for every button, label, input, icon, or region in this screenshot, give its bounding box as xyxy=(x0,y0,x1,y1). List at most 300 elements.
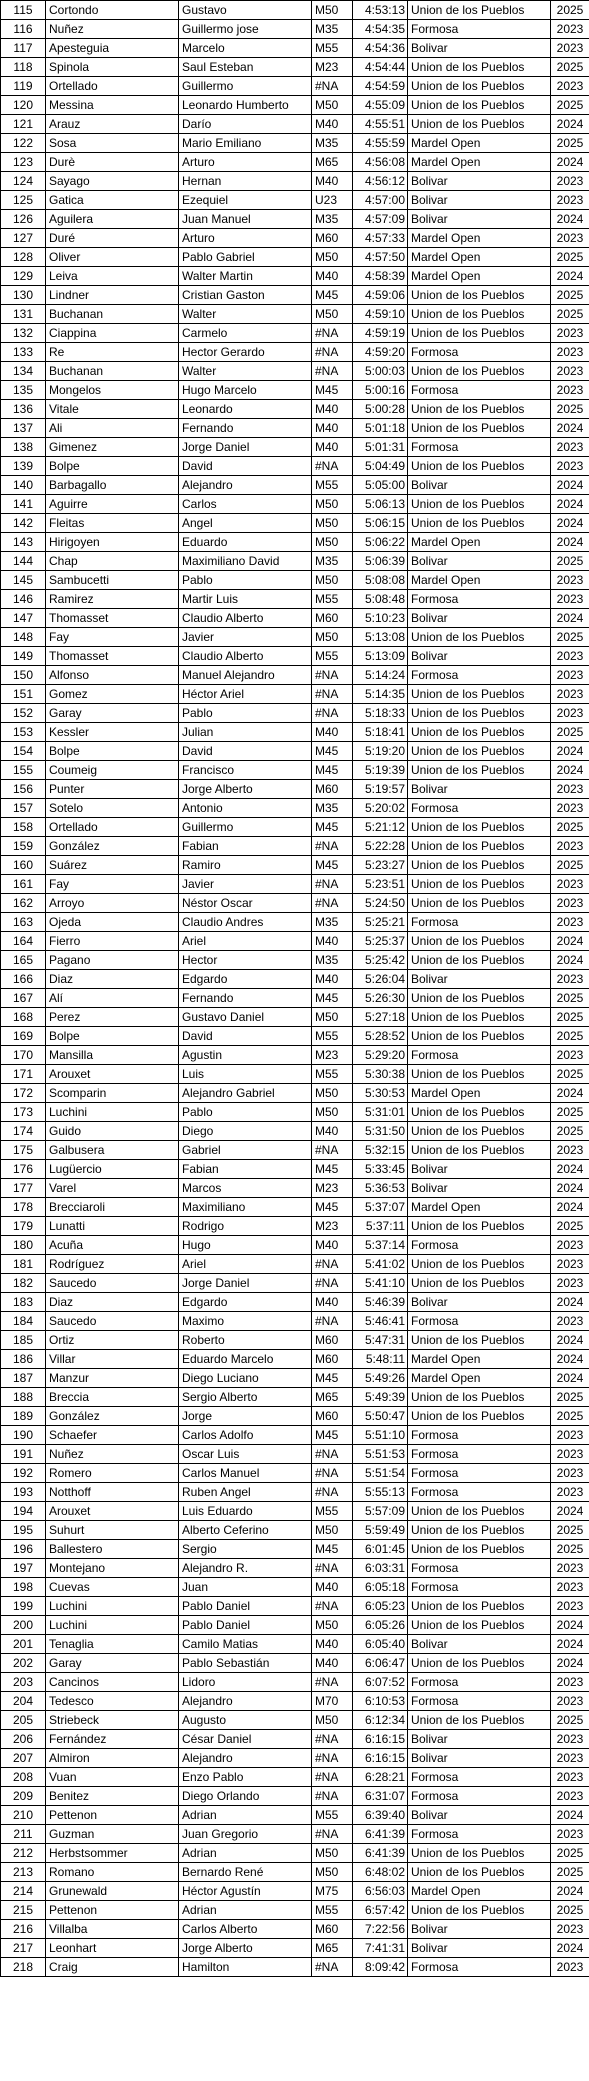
category-cell[interactable]: M40 xyxy=(312,932,353,951)
club-cell[interactable]: Bolivar xyxy=(408,1179,551,1198)
club-cell[interactable]: Formosa xyxy=(408,1445,551,1464)
first-name-cell[interactable]: Juan Gregorio xyxy=(179,1825,312,1844)
first-name-cell[interactable]: Fabian xyxy=(179,837,312,856)
year-cell[interactable]: 2023 xyxy=(551,590,589,609)
position-cell[interactable]: 163 xyxy=(1,913,46,932)
first-name-cell[interactable]: Guillermo jose xyxy=(179,20,312,39)
year-cell[interactable]: 2025 xyxy=(551,286,589,305)
club-cell[interactable]: Union de los Pueblos xyxy=(408,115,551,134)
last-name-cell[interactable]: Fay xyxy=(46,875,179,894)
last-name-cell[interactable]: Perez xyxy=(46,1008,179,1027)
last-name-cell[interactable]: Fleitas xyxy=(46,514,179,533)
last-name-cell[interactable]: Gomez xyxy=(46,685,179,704)
club-cell[interactable]: Formosa xyxy=(408,381,551,400)
first-name-cell[interactable]: Julian xyxy=(179,723,312,742)
first-name-cell[interactable]: Eduardo Marcelo xyxy=(179,1350,312,1369)
club-cell[interactable]: Union de los Pueblos xyxy=(408,875,551,894)
first-name-cell[interactable]: Maximiliano David xyxy=(179,552,312,571)
time-cell[interactable]: 5:22:28 xyxy=(353,837,408,856)
position-cell[interactable]: 176 xyxy=(1,1160,46,1179)
club-cell[interactable]: Bolivar xyxy=(408,609,551,628)
club-cell[interactable]: Formosa xyxy=(408,1787,551,1806)
time-cell[interactable]: 4:55:09 xyxy=(353,96,408,115)
category-cell[interactable]: #NA xyxy=(312,666,353,685)
first-name-cell[interactable]: Diego xyxy=(179,1122,312,1141)
category-cell[interactable]: #NA xyxy=(312,1559,353,1578)
year-cell[interactable]: 2024 xyxy=(551,533,589,552)
year-cell[interactable]: 2023 xyxy=(551,970,589,989)
first-name-cell[interactable]: Pablo xyxy=(179,571,312,590)
time-cell[interactable]: 6:12:34 xyxy=(353,1711,408,1730)
last-name-cell[interactable]: Garay xyxy=(46,1654,179,1673)
time-cell[interactable]: 5:37:07 xyxy=(353,1198,408,1217)
category-cell[interactable]: #NA xyxy=(312,1141,353,1160)
first-name-cell[interactable]: Alberto Ceferino xyxy=(179,1521,312,1540)
last-name-cell[interactable]: Lugüercio xyxy=(46,1160,179,1179)
year-cell[interactable]: 2023 xyxy=(551,1483,589,1502)
position-cell[interactable]: 138 xyxy=(1,438,46,457)
year-cell[interactable]: 2023 xyxy=(551,1787,589,1806)
last-name-cell[interactable]: Suárez xyxy=(46,856,179,875)
category-cell[interactable]: M23 xyxy=(312,1217,353,1236)
year-cell[interactable]: 2024 xyxy=(551,1084,589,1103)
year-cell[interactable]: 2023 xyxy=(551,913,589,932)
first-name-cell[interactable]: Ramiro xyxy=(179,856,312,875)
time-cell[interactable]: 8:09:42 xyxy=(353,1958,408,1977)
last-name-cell[interactable]: Diaz xyxy=(46,970,179,989)
category-cell[interactable]: #NA xyxy=(312,1787,353,1806)
time-cell[interactable]: 6:05:23 xyxy=(353,1597,408,1616)
year-cell[interactable]: 2025 xyxy=(551,1,589,20)
year-cell[interactable]: 2023 xyxy=(551,1046,589,1065)
club-cell[interactable]: Union de los Pueblos xyxy=(408,818,551,837)
time-cell[interactable]: 6:57:42 xyxy=(353,1901,408,1920)
club-cell[interactable]: Union de los Pueblos xyxy=(408,1122,551,1141)
year-cell[interactable]: 2025 xyxy=(551,1407,589,1426)
category-cell[interactable]: #NA xyxy=(312,1483,353,1502)
last-name-cell[interactable]: Ojeda xyxy=(46,913,179,932)
club-cell[interactable]: Mardel Open xyxy=(408,1882,551,1901)
first-name-cell[interactable]: Oscar Luis xyxy=(179,1445,312,1464)
position-cell[interactable]: 213 xyxy=(1,1863,46,1882)
year-cell[interactable]: 2025 xyxy=(551,1103,589,1122)
position-cell[interactable]: 141 xyxy=(1,495,46,514)
time-cell[interactable]: 5:19:57 xyxy=(353,780,408,799)
last-name-cell[interactable]: Aguirre xyxy=(46,495,179,514)
position-cell[interactable]: 199 xyxy=(1,1597,46,1616)
position-cell[interactable]: 156 xyxy=(1,780,46,799)
position-cell[interactable]: 129 xyxy=(1,267,46,286)
club-cell[interactable]: Formosa xyxy=(408,1578,551,1597)
position-cell[interactable]: 122 xyxy=(1,134,46,153)
category-cell[interactable]: M50 xyxy=(312,248,353,267)
time-cell[interactable]: 6:16:15 xyxy=(353,1730,408,1749)
first-name-cell[interactable]: Camilo Matias xyxy=(179,1635,312,1654)
category-cell[interactable]: M65 xyxy=(312,153,353,172)
club-cell[interactable]: Bolivar xyxy=(408,1806,551,1825)
position-cell[interactable]: 144 xyxy=(1,552,46,571)
position-cell[interactable]: 198 xyxy=(1,1578,46,1597)
position-cell[interactable]: 217 xyxy=(1,1939,46,1958)
time-cell[interactable]: 5:06:22 xyxy=(353,533,408,552)
year-cell[interactable]: 2024 xyxy=(551,495,589,514)
time-cell[interactable]: 5:08:08 xyxy=(353,571,408,590)
position-cell[interactable]: 197 xyxy=(1,1559,46,1578)
last-name-cell[interactable]: Arroyo xyxy=(46,894,179,913)
time-cell[interactable]: 5:19:39 xyxy=(353,761,408,780)
year-cell[interactable]: 2024 xyxy=(551,1616,589,1635)
category-cell[interactable]: #NA xyxy=(312,1274,353,1293)
club-cell[interactable]: Mardel Open xyxy=(408,134,551,153)
category-cell[interactable]: #NA xyxy=(312,1464,353,1483)
category-cell[interactable]: M35 xyxy=(312,552,353,571)
time-cell[interactable]: 5:19:20 xyxy=(353,742,408,761)
category-cell[interactable]: #NA xyxy=(312,343,353,362)
last-name-cell[interactable]: Cancinos xyxy=(46,1673,179,1692)
first-name-cell[interactable]: Luis Eduardo xyxy=(179,1502,312,1521)
year-cell[interactable]: 2023 xyxy=(551,343,589,362)
first-name-cell[interactable]: Diego Luciano xyxy=(179,1369,312,1388)
year-cell[interactable]: 2024 xyxy=(551,1293,589,1312)
club-cell[interactable]: Union de los Pueblos xyxy=(408,932,551,951)
last-name-cell[interactable]: Breccia xyxy=(46,1388,179,1407)
club-cell[interactable]: Bolivar xyxy=(408,1749,551,1768)
last-name-cell[interactable]: Hirigoyen xyxy=(46,533,179,552)
club-cell[interactable]: Formosa xyxy=(408,1958,551,1977)
year-cell[interactable]: 2023 xyxy=(551,191,589,210)
last-name-cell[interactable]: Durè xyxy=(46,153,179,172)
time-cell[interactable]: 5:51:10 xyxy=(353,1426,408,1445)
last-name-cell[interactable]: Nuñez xyxy=(46,1445,179,1464)
category-cell[interactable]: #NA xyxy=(312,1768,353,1787)
last-name-cell[interactable]: Pettenon xyxy=(46,1806,179,1825)
club-cell[interactable]: Union de los Pueblos xyxy=(408,1008,551,1027)
last-name-cell[interactable]: Chap xyxy=(46,552,179,571)
first-name-cell[interactable]: Edgardo xyxy=(179,970,312,989)
club-cell[interactable]: Formosa xyxy=(408,666,551,685)
position-cell[interactable]: 115 xyxy=(1,1,46,20)
position-cell[interactable]: 218 xyxy=(1,1958,46,1977)
last-name-cell[interactable]: Barbagallo xyxy=(46,476,179,495)
last-name-cell[interactable]: Mongelos xyxy=(46,381,179,400)
last-name-cell[interactable]: Craig xyxy=(46,1958,179,1977)
position-cell[interactable]: 153 xyxy=(1,723,46,742)
last-name-cell[interactable]: Suhurt xyxy=(46,1521,179,1540)
year-cell[interactable]: 2023 xyxy=(551,1578,589,1597)
category-cell[interactable]: M35 xyxy=(312,134,353,153)
last-name-cell[interactable]: Guzman xyxy=(46,1825,179,1844)
year-cell[interactable]: 2023 xyxy=(551,1312,589,1331)
position-cell[interactable]: 161 xyxy=(1,875,46,894)
last-name-cell[interactable]: Lindner xyxy=(46,286,179,305)
year-cell[interactable]: 2024 xyxy=(551,514,589,533)
category-cell[interactable]: M35 xyxy=(312,799,353,818)
first-name-cell[interactable]: Ruben Angel xyxy=(179,1483,312,1502)
club-cell[interactable]: Union de los Pueblos xyxy=(408,362,551,381)
year-cell[interactable]: 2023 xyxy=(551,875,589,894)
category-cell[interactable]: M55 xyxy=(312,39,353,58)
category-cell[interactable]: #NA xyxy=(312,77,353,96)
club-cell[interactable]: Union de los Pueblos xyxy=(408,514,551,533)
club-cell[interactable]: Union de los Pueblos xyxy=(408,1502,551,1521)
year-cell[interactable]: 2023 xyxy=(551,229,589,248)
category-cell[interactable]: M40 xyxy=(312,400,353,419)
last-name-cell[interactable]: Tenaglia xyxy=(46,1635,179,1654)
club-cell[interactable]: Union de los Pueblos xyxy=(408,286,551,305)
last-name-cell[interactable]: Saucedo xyxy=(46,1274,179,1293)
club-cell[interactable]: Union de los Pueblos xyxy=(408,1388,551,1407)
time-cell[interactable]: 5:14:24 xyxy=(353,666,408,685)
first-name-cell[interactable]: David xyxy=(179,1027,312,1046)
first-name-cell[interactable]: Pablo Daniel xyxy=(179,1597,312,1616)
position-cell[interactable]: 124 xyxy=(1,172,46,191)
time-cell[interactable]: 5:00:28 xyxy=(353,400,408,419)
time-cell[interactable]: 6:03:31 xyxy=(353,1559,408,1578)
year-cell[interactable]: 2024 xyxy=(551,1369,589,1388)
time-cell[interactable]: 5:24:50 xyxy=(353,894,408,913)
last-name-cell[interactable]: Cortondo xyxy=(46,1,179,20)
year-cell[interactable]: 2023 xyxy=(551,837,589,856)
position-cell[interactable]: 177 xyxy=(1,1179,46,1198)
time-cell[interactable]: 6:41:39 xyxy=(353,1825,408,1844)
category-cell[interactable]: M45 xyxy=(312,818,353,837)
time-cell[interactable]: 5:36:53 xyxy=(353,1179,408,1198)
category-cell[interactable]: M40 xyxy=(312,1578,353,1597)
club-cell[interactable]: Union de los Pueblos xyxy=(408,1616,551,1635)
club-cell[interactable]: Formosa xyxy=(408,1046,551,1065)
year-cell[interactable]: 2025 xyxy=(551,1122,589,1141)
category-cell[interactable]: M55 xyxy=(312,1027,353,1046)
time-cell[interactable]: 6:39:40 xyxy=(353,1806,408,1825)
last-name-cell[interactable]: Villar xyxy=(46,1350,179,1369)
position-cell[interactable]: 173 xyxy=(1,1103,46,1122)
last-name-cell[interactable]: Messina xyxy=(46,96,179,115)
last-name-cell[interactable]: Lunatti xyxy=(46,1217,179,1236)
year-cell[interactable]: 2025 xyxy=(551,1388,589,1407)
category-cell[interactable]: M55 xyxy=(312,647,353,666)
time-cell[interactable]: 4:57:09 xyxy=(353,210,408,229)
time-cell[interactable]: 5:14:35 xyxy=(353,685,408,704)
club-cell[interactable]: Bolivar xyxy=(408,1160,551,1179)
category-cell[interactable]: M55 xyxy=(312,1502,353,1521)
club-cell[interactable]: Union de los Pueblos xyxy=(408,723,551,742)
club-cell[interactable]: Union de los Pueblos xyxy=(408,1217,551,1236)
last-name-cell[interactable]: Striebeck xyxy=(46,1711,179,1730)
first-name-cell[interactable]: Jorge Daniel xyxy=(179,438,312,457)
year-cell[interactable]: 2024 xyxy=(551,210,589,229)
position-cell[interactable]: 121 xyxy=(1,115,46,134)
category-cell[interactable]: M50 xyxy=(312,305,353,324)
club-cell[interactable]: Union de los Pueblos xyxy=(408,58,551,77)
position-cell[interactable]: 123 xyxy=(1,153,46,172)
last-name-cell[interactable]: Vitale xyxy=(46,400,179,419)
last-name-cell[interactable]: Buchanan xyxy=(46,362,179,381)
first-name-cell[interactable]: Héctor Ariel xyxy=(179,685,312,704)
time-cell[interactable]: 4:59:10 xyxy=(353,305,408,324)
club-cell[interactable]: Formosa xyxy=(408,1692,551,1711)
time-cell[interactable]: 4:54:35 xyxy=(353,20,408,39)
club-cell[interactable]: Formosa xyxy=(408,1768,551,1787)
category-cell[interactable]: M45 xyxy=(312,381,353,400)
club-cell[interactable]: Union de los Pueblos xyxy=(408,1863,551,1882)
last-name-cell[interactable]: Kessler xyxy=(46,723,179,742)
position-cell[interactable]: 210 xyxy=(1,1806,46,1825)
club-cell[interactable]: Mardel Open xyxy=(408,267,551,286)
year-cell[interactable]: 2024 xyxy=(551,1882,589,1901)
time-cell[interactable]: 4:56:12 xyxy=(353,172,408,191)
year-cell[interactable]: 2025 xyxy=(551,818,589,837)
first-name-cell[interactable]: Pablo Sebastián xyxy=(179,1654,312,1673)
first-name-cell[interactable]: Fernando xyxy=(179,989,312,1008)
position-cell[interactable]: 185 xyxy=(1,1331,46,1350)
last-name-cell[interactable]: Apesteguia xyxy=(46,39,179,58)
year-cell[interactable]: 2025 xyxy=(551,1901,589,1920)
year-cell[interactable]: 2023 xyxy=(551,685,589,704)
first-name-cell[interactable]: Walter Martin xyxy=(179,267,312,286)
last-name-cell[interactable]: Bolpe xyxy=(46,742,179,761)
time-cell[interactable]: 5:48:11 xyxy=(353,1350,408,1369)
last-name-cell[interactable]: Villalba xyxy=(46,1920,179,1939)
time-cell[interactable]: 4:57:33 xyxy=(353,229,408,248)
time-cell[interactable]: 6:48:02 xyxy=(353,1863,408,1882)
club-cell[interactable]: Mardel Open xyxy=(408,533,551,552)
year-cell[interactable]: 2025 xyxy=(551,989,589,1008)
year-cell[interactable]: 2024 xyxy=(551,951,589,970)
position-cell[interactable]: 162 xyxy=(1,894,46,913)
first-name-cell[interactable]: Hernan xyxy=(179,172,312,191)
time-cell[interactable]: 5:06:13 xyxy=(353,495,408,514)
time-cell[interactable]: 5:32:15 xyxy=(353,1141,408,1160)
first-name-cell[interactable]: Mario Emiliano xyxy=(179,134,312,153)
year-cell[interactable]: 2023 xyxy=(551,1749,589,1768)
category-cell[interactable]: M55 xyxy=(312,476,353,495)
category-cell[interactable]: M23 xyxy=(312,1179,353,1198)
category-cell[interactable]: M60 xyxy=(312,1350,353,1369)
position-cell[interactable]: 202 xyxy=(1,1654,46,1673)
category-cell[interactable]: M75 xyxy=(312,1882,353,1901)
club-cell[interactable]: Union de los Pueblos xyxy=(408,1521,551,1540)
category-cell[interactable]: M40 xyxy=(312,970,353,989)
club-cell[interactable]: Union de los Pueblos xyxy=(408,951,551,970)
position-cell[interactable]: 158 xyxy=(1,818,46,837)
time-cell[interactable]: 6:01:45 xyxy=(353,1540,408,1559)
first-name-cell[interactable]: Edgardo xyxy=(179,1293,312,1312)
position-cell[interactable]: 216 xyxy=(1,1920,46,1939)
time-cell[interactable]: 5:47:31 xyxy=(353,1331,408,1350)
first-name-cell[interactable]: Ariel xyxy=(179,932,312,951)
last-name-cell[interactable]: Ciappina xyxy=(46,324,179,343)
year-cell[interactable]: 2025 xyxy=(551,1027,589,1046)
year-cell[interactable]: 2023 xyxy=(551,1141,589,1160)
first-name-cell[interactable]: Walter xyxy=(179,305,312,324)
club-cell[interactable]: Bolivar xyxy=(408,191,551,210)
first-name-cell[interactable]: Ariel xyxy=(179,1255,312,1274)
category-cell[interactable]: M50 xyxy=(312,1008,353,1027)
year-cell[interactable]: 2023 xyxy=(551,457,589,476)
first-name-cell[interactable]: Alejandro Gabriel xyxy=(179,1084,312,1103)
position-cell[interactable]: 148 xyxy=(1,628,46,647)
first-name-cell[interactable]: Lidoro xyxy=(179,1673,312,1692)
first-name-cell[interactable]: Arturo xyxy=(179,153,312,172)
year-cell[interactable]: 2023 xyxy=(551,666,589,685)
time-cell[interactable]: 6:16:15 xyxy=(353,1749,408,1768)
year-cell[interactable]: 2025 xyxy=(551,1844,589,1863)
time-cell[interactable]: 4:55:51 xyxy=(353,115,408,134)
time-cell[interactable]: 6:05:40 xyxy=(353,1635,408,1654)
position-cell[interactable]: 187 xyxy=(1,1369,46,1388)
last-name-cell[interactable]: Gatica xyxy=(46,191,179,210)
category-cell[interactable]: M50 xyxy=(312,514,353,533)
time-cell[interactable]: 5:18:33 xyxy=(353,704,408,723)
category-cell[interactable]: #NA xyxy=(312,837,353,856)
time-cell[interactable]: 4:54:44 xyxy=(353,58,408,77)
year-cell[interactable]: 2024 xyxy=(551,1331,589,1350)
position-cell[interactable]: 120 xyxy=(1,96,46,115)
club-cell[interactable]: Bolivar xyxy=(408,552,551,571)
last-name-cell[interactable]: Notthoff xyxy=(46,1483,179,1502)
last-name-cell[interactable]: Vuan xyxy=(46,1768,179,1787)
category-cell[interactable]: M50 xyxy=(312,1521,353,1540)
time-cell[interactable]: 5:25:42 xyxy=(353,951,408,970)
time-cell[interactable]: 6:10:53 xyxy=(353,1692,408,1711)
year-cell[interactable]: 2025 xyxy=(551,552,589,571)
year-cell[interactable]: 2023 xyxy=(551,381,589,400)
time-cell[interactable]: 6:28:21 xyxy=(353,1768,408,1787)
time-cell[interactable]: 7:41:31 xyxy=(353,1939,408,1958)
club-cell[interactable]: Union de los Pueblos xyxy=(408,324,551,343)
club-cell[interactable]: Formosa xyxy=(408,799,551,818)
last-name-cell[interactable]: Bolpe xyxy=(46,1027,179,1046)
club-cell[interactable]: Bolivar xyxy=(408,970,551,989)
year-cell[interactable]: 2025 xyxy=(551,856,589,875)
club-cell[interactable]: Formosa xyxy=(408,1825,551,1844)
category-cell[interactable]: M50 xyxy=(312,1103,353,1122)
year-cell[interactable]: 2023 xyxy=(551,1825,589,1844)
time-cell[interactable]: 4:57:50 xyxy=(353,248,408,267)
first-name-cell[interactable]: Adrian xyxy=(179,1806,312,1825)
year-cell[interactable]: 2024 xyxy=(551,1198,589,1217)
first-name-cell[interactable]: Carlos Adolfo xyxy=(179,1426,312,1445)
time-cell[interactable]: 5:25:37 xyxy=(353,932,408,951)
position-cell[interactable]: 130 xyxy=(1,286,46,305)
position-cell[interactable]: 146 xyxy=(1,590,46,609)
first-name-cell[interactable]: Carlos Manuel xyxy=(179,1464,312,1483)
year-cell[interactable]: 2025 xyxy=(551,628,589,647)
time-cell[interactable]: 5:06:15 xyxy=(353,514,408,533)
last-name-cell[interactable]: Spinola xyxy=(46,58,179,77)
club-cell[interactable]: Formosa xyxy=(408,1312,551,1331)
club-cell[interactable]: Formosa xyxy=(408,1673,551,1692)
category-cell[interactable]: M45 xyxy=(312,761,353,780)
club-cell[interactable]: Union de los Pueblos xyxy=(408,77,551,96)
first-name-cell[interactable]: Bernardo René xyxy=(179,1863,312,1882)
category-cell[interactable]: M23 xyxy=(312,58,353,77)
last-name-cell[interactable]: Rodríguez xyxy=(46,1255,179,1274)
club-cell[interactable]: Formosa xyxy=(408,1483,551,1502)
year-cell[interactable]: 2023 xyxy=(551,1768,589,1787)
year-cell[interactable]: 2025 xyxy=(551,1521,589,1540)
position-cell[interactable]: 203 xyxy=(1,1673,46,1692)
last-name-cell[interactable]: Duré xyxy=(46,229,179,248)
club-cell[interactable]: Union de los Pueblos xyxy=(408,1540,551,1559)
last-name-cell[interactable]: Sosa xyxy=(46,134,179,153)
category-cell[interactable]: M50 xyxy=(312,1711,353,1730)
first-name-cell[interactable]: Walter xyxy=(179,362,312,381)
last-name-cell[interactable]: Mansilla xyxy=(46,1046,179,1065)
last-name-cell[interactable]: Cuevas xyxy=(46,1578,179,1597)
position-cell[interactable]: 200 xyxy=(1,1616,46,1635)
year-cell[interactable]: 2024 xyxy=(551,115,589,134)
